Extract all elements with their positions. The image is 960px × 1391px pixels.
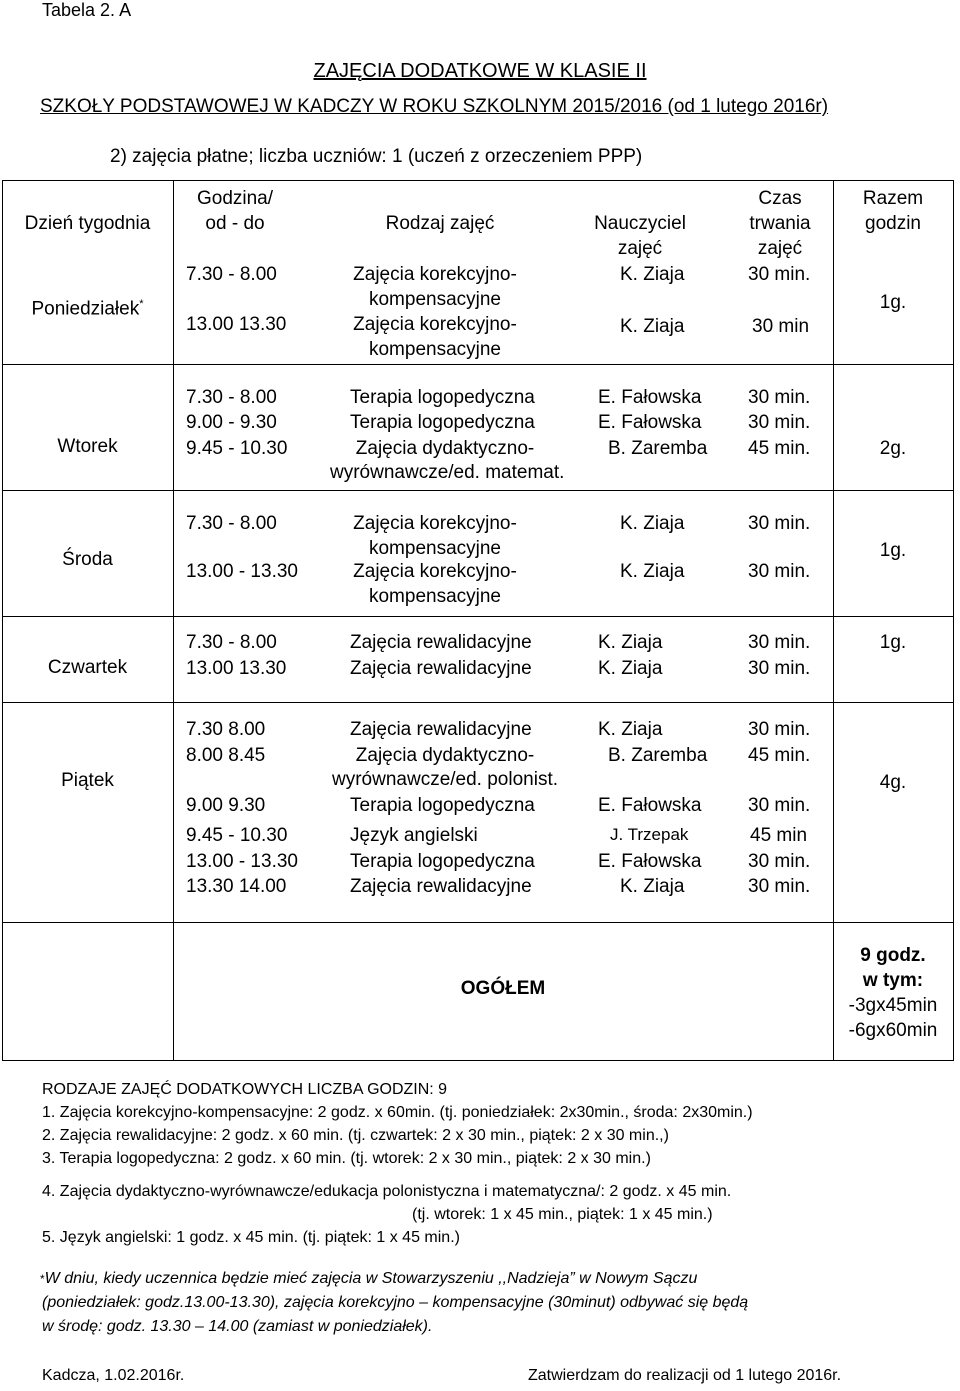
type-item: 3. Terapia logopedyczna: 2 godz. x 60 min. (tj. wtorek: 2 x 30 min., piątek: 2 x 30 min.)	[42, 1150, 651, 1167]
footnote-line: (poniedziałek: godz.13.00-13.30), zajęcia korekcyjno – kompensacyjne (30minut) odbywać się będą	[42, 1294, 749, 1311]
friday-type-2b: wyrównawcze/ed. polonist.	[332, 769, 558, 790]
header-duration-3: zajęć	[757, 238, 803, 259]
tuesday-duration-3: 45 min.	[748, 438, 811, 459]
tuesday-teacher-1: E. Fałowska	[598, 387, 702, 408]
type-item: 1. Zajęcia korekcyjno-kompensacyjne: 2 godz. x 60min. (tj. poniedziałek: 2x30min., środa: 2x30min.)	[42, 1104, 753, 1121]
header-day: Dzień tygodnia	[24, 213, 151, 234]
tuesday-duration-1: 30 min.	[748, 387, 811, 408]
summary-intro: w tym:	[862, 970, 924, 991]
thursday-duration-2: 30 min.	[748, 658, 811, 679]
approval-note: Zatwierdzam do realizacji od 1 lutego 2016r.	[528, 1367, 842, 1384]
wednesday-type-1: Zajęcia korekcyjno-	[353, 513, 517, 534]
friday-type-4: Język angielski	[350, 825, 478, 846]
friday-type-6: Zajęcia rewalidacyjne	[350, 876, 532, 897]
friday-time-1: 7.30 8.00	[186, 719, 266, 740]
header-duration-2: trwania	[749, 213, 811, 234]
friday-type-2: Zajęcia dydaktyczno-	[355, 745, 535, 766]
friday-duration-4: 45 min	[750, 825, 808, 846]
header-duration: Czas	[758, 188, 802, 209]
monday-time-2: 13.00 13.30	[186, 314, 287, 335]
header-total-2: godzin	[865, 213, 921, 234]
wednesday-duration-2: 30 min.	[748, 561, 811, 582]
thursday-teacher-2: K. Ziaja	[598, 658, 663, 679]
tuesday-type-3b: wyrównawcze/ed. matemat.	[330, 462, 565, 483]
page-title: ZAJĘCIA DODATKOWE W KLASIE II	[313, 60, 647, 82]
table-label: Tabela 2. A	[42, 0, 132, 20]
place-date: Kadcza, 1.02.2016r.	[42, 1367, 185, 1384]
summary-label: OGÓŁEM	[460, 978, 546, 999]
header-hour: Godzina/	[196, 188, 274, 209]
friday-teacher-2: B. Zaremba	[608, 745, 708, 766]
type-item: 4. Zajęcia dydaktyczno-wyrównawcze/edukacja polonistyczna i matematyczna/: 2 godz. x 45 min.	[42, 1183, 732, 1200]
friday-time-4: 9.45 - 10.30	[186, 825, 288, 846]
types-heading: RODZAJE ZAJĘĆ DODATKOWYCH LICZBA GODZIN: 9	[42, 1081, 448, 1098]
header-hour-range: od - do	[205, 213, 265, 234]
tuesday-type-2: Terapia logopedyczna	[350, 412, 535, 433]
friday-type-3: Terapia logopedyczna	[350, 795, 535, 816]
tuesday-time-2: 9.00 - 9.30	[186, 412, 277, 433]
day-tuesday: Wtorek	[57, 436, 118, 457]
monday-duration-1: 30 min.	[748, 264, 811, 285]
monday-type-1b: kompensacyjne	[368, 289, 502, 310]
monday-time-1: 7.30 - 8.00	[186, 264, 277, 285]
monday-duration-2: 30 min	[752, 316, 810, 337]
friday-time-6: 13.30 14.00	[186, 876, 287, 897]
tuesday-type-3: Zajęcia dydaktyczno-	[355, 438, 535, 459]
friday-teacher-1: K. Ziaja	[598, 719, 663, 740]
class-info: 2) zajęcia płatne; liczba uczniów: 1 (uczeń z orzeczeniem PPP)	[110, 146, 643, 167]
day-friday: Piątek	[61, 770, 114, 791]
friday-duration-6: 30 min.	[748, 876, 811, 897]
tuesday-time-3: 9.45 - 10.30	[186, 438, 288, 459]
thursday-type-1: Zajęcia rewalidacyjne	[350, 632, 532, 653]
day-monday: Poniedziałek*	[31, 298, 144, 320]
tuesday-duration-2: 30 min.	[748, 412, 811, 433]
monday-teacher-2: K. Ziaja	[620, 316, 685, 337]
friday-type-5: Terapia logopedyczna	[350, 851, 535, 872]
friday-duration-1: 30 min.	[748, 719, 811, 740]
friday-duration-2: 45 min.	[748, 745, 811, 766]
wednesday-duration-1: 30 min.	[748, 513, 811, 534]
friday-time-5: 13.00 - 13.30	[186, 851, 298, 872]
friday-teacher-3: E. Fałowska	[598, 795, 702, 816]
wednesday-time-1: 7.30 - 8.00	[186, 513, 277, 534]
friday-teacher-6: K. Ziaja	[620, 876, 685, 897]
day-wednesday: Środa	[62, 549, 113, 570]
tuesday-time-1: 7.30 - 8.00	[186, 387, 277, 408]
thursday-teacher-1: K. Ziaja	[598, 632, 663, 653]
tuesday-teacher-2: E. Fałowska	[598, 412, 702, 433]
wednesday-time-2: 13.00 - 13.30	[186, 561, 298, 582]
footnote-line: w środę: godz. 13.30 – 14.00 (zamiast w poniedziałek).	[42, 1318, 433, 1335]
day-thursday: Czwartek	[47, 657, 128, 678]
friday-total: 4g.	[879, 772, 907, 793]
type-item-detail: (tj. wtorek: 1 x 45 min., piątek: 1 x 45 min.)	[412, 1206, 713, 1223]
tuesday-total: 2g.	[879, 438, 907, 459]
header-total: Razem	[862, 188, 924, 209]
type-item: 2. Zajęcia rewalidacyjne: 2 godz. x 60 min. (tj. czwartek: 2 x 30 min., piątek: 2 x 30 min.,)	[42, 1127, 669, 1144]
footnote-line: *W dniu, kiedy uczennica będzie mieć zajęcia w Stowarzyszeniu ,,Nadzieja” w Nowym Sączu	[40, 1270, 698, 1287]
summary-45: -3gx45min	[848, 995, 938, 1016]
thursday-type-2: Zajęcia rewalidacyjne	[350, 658, 532, 679]
tuesday-teacher-3: B. Zaremba	[608, 438, 708, 459]
monday-total: 1g.	[879, 292, 907, 313]
thursday-total: 1g.	[879, 632, 907, 653]
type-item: 5. Język angielski: 1 godz. x 45 min. (tj. piątek: 1 x 45 min.)	[42, 1229, 460, 1246]
friday-teacher-4: J. Trzepak	[610, 825, 689, 844]
wednesday-teacher-2: K. Ziaja	[620, 561, 685, 582]
header-teacher-2: zajęć	[617, 238, 663, 259]
page-subtitle: SZKOŁY PODSTAWOWEJ W KADCZY W ROKU SZKOLNYM 2015/2016 (od 1 lutego 2016r)	[40, 96, 829, 117]
wednesday-type-2b: kompensacyjne	[368, 586, 502, 607]
monday-type-2: Zajęcia korekcyjno-	[353, 314, 517, 335]
friday-time-2: 8.00 8.45	[186, 745, 266, 766]
friday-teacher-5: E. Fałowska	[598, 851, 702, 872]
header-type: Rodzaj zajęć	[385, 213, 495, 234]
thursday-time-2: 13.00 13.30	[186, 658, 287, 679]
friday-time-3: 9.00 9.30	[186, 795, 266, 816]
thursday-duration-1: 30 min.	[748, 632, 811, 653]
tuesday-type-1: Terapia logopedyczna	[350, 387, 535, 408]
thursday-time-1: 7.30 - 8.00	[186, 632, 277, 653]
header-teacher: Nauczyciel	[594, 213, 686, 234]
summary-60: -6gx60min	[848, 1020, 938, 1041]
friday-duration-5: 30 min.	[748, 851, 811, 872]
monday-type-2b: kompensacyjne	[368, 339, 502, 360]
summary-total: 9 godz.	[860, 945, 926, 966]
friday-type-1: Zajęcia rewalidacyjne	[350, 719, 532, 740]
monday-teacher-1: K. Ziaja	[620, 264, 685, 285]
wednesday-teacher-1: K. Ziaja	[620, 513, 685, 534]
wednesday-type-1b: kompensacyjne	[368, 538, 502, 559]
wednesday-type-2: Zajęcia korekcyjno-	[353, 561, 517, 582]
friday-duration-3: 30 min.	[748, 795, 811, 816]
monday-type-1: Zajęcia korekcyjno-	[353, 264, 517, 285]
wednesday-total: 1g.	[879, 540, 907, 561]
